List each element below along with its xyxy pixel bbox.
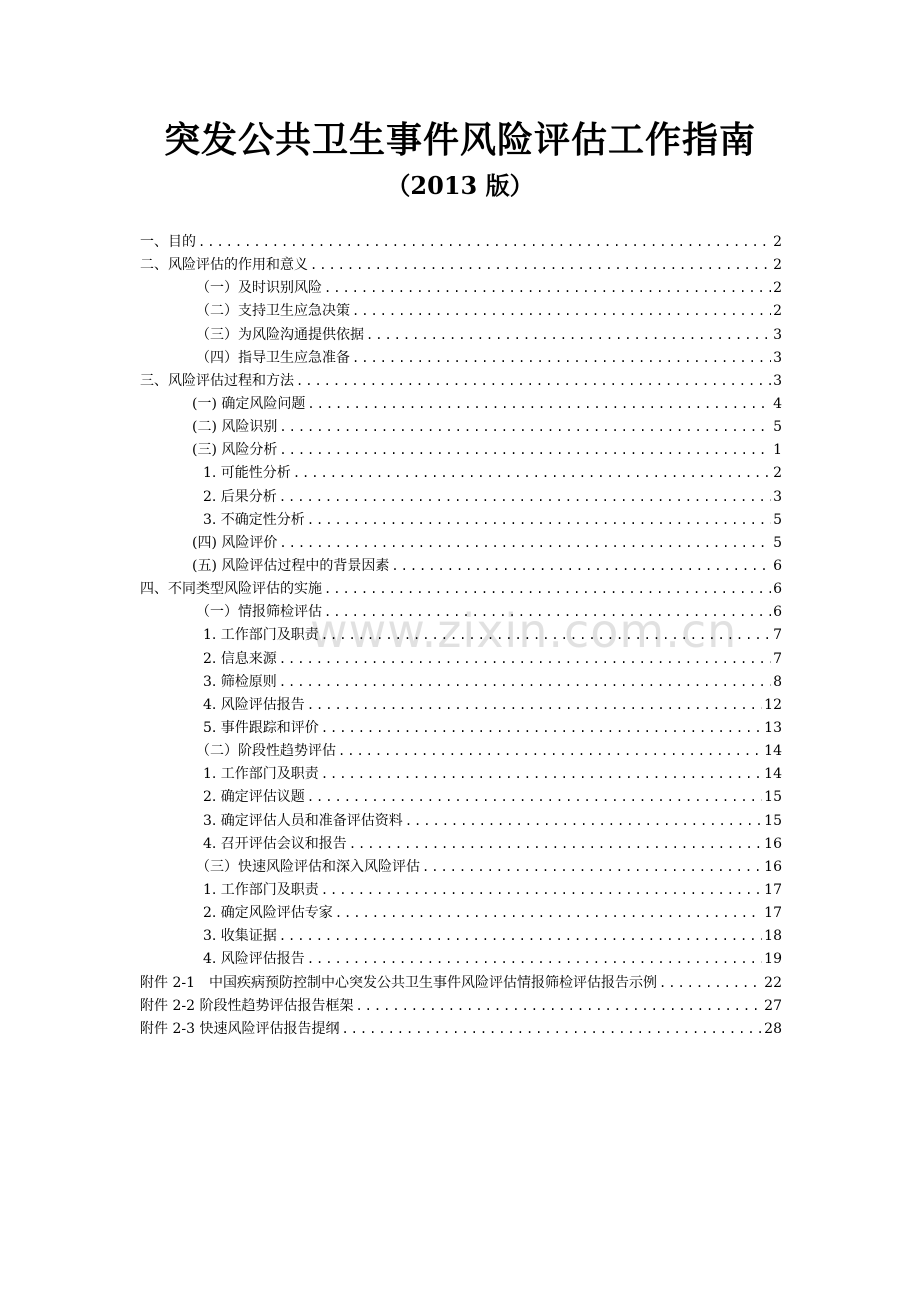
toc-entry-text: 4. 风险评估报告 [203, 696, 305, 713]
toc-entry[interactable] [140, 717, 782, 740]
toc-entry-text: (五) 风险评估过程中的背景因素 [192, 557, 390, 574]
toc-page-number: 6 [773, 581, 782, 598]
toc-entry[interactable] [140, 786, 782, 809]
toc-page-number: 15 [764, 789, 782, 806]
toc-entry-text: （二）支持卫生应急决策 [196, 303, 350, 320]
toc-page-number: 7 [773, 650, 782, 667]
toc-dot-leader [341, 1018, 762, 1041]
toc-entry[interactable] [140, 486, 782, 509]
toc-entry-text: 4. 风险评估报告 [203, 951, 305, 968]
toc-entry-text: 四、不同类型风险评估的实施 [140, 581, 322, 598]
toc-dot-leader [349, 833, 762, 856]
table-of-contents [140, 231, 782, 1041]
toc-entry-text: 3. 确定评估人员和准备评估资料 [203, 812, 403, 829]
toc-page-number: 1 [773, 442, 782, 459]
toc-dot-leader [324, 601, 771, 624]
toc-page-number: 3 [773, 326, 782, 343]
toc-entry-text: 附件 2-1 中国疾病预防控制中心突发公共卫生事件风险评估情报筛检评估报告示例 [140, 974, 657, 991]
toc-dot-leader [324, 277, 771, 300]
toc-entry-text: (四) 风险评价 [192, 534, 278, 551]
toc-page-number: 5 [773, 511, 782, 528]
toc-dot-leader [338, 740, 762, 763]
toc-entry-text: （四）指导卫生应急准备 [196, 349, 350, 366]
toc-page-number: 3 [773, 349, 782, 366]
toc-page-number: 3 [773, 372, 782, 389]
toc-dot-leader [307, 509, 771, 532]
toc-dot-leader [422, 856, 762, 879]
toc-page-number: 12 [764, 696, 782, 713]
toc-entry[interactable] [140, 578, 782, 601]
toc-entry[interactable] [140, 300, 782, 323]
toc-entry-text: 2. 确定评估议题 [203, 789, 305, 806]
toc-dot-leader [321, 879, 762, 902]
toc-entry[interactable] [140, 763, 782, 786]
toc-entry[interactable] [140, 810, 782, 833]
toc-dot-leader [279, 416, 771, 439]
watermark: www.zixin.com.cn [310, 604, 738, 658]
toc-entry[interactable] [140, 509, 782, 532]
toc-entry-text: 二、风险评估的作用和意义 [140, 257, 308, 274]
toc-page-number: 14 [764, 743, 782, 760]
toc-entry-text: 2. 后果分析 [203, 488, 277, 505]
toc-page-number: 19 [764, 951, 782, 968]
toc-dot-leader [296, 370, 771, 393]
toc-entry[interactable] [140, 555, 782, 578]
toc-page-number: 13 [764, 719, 782, 736]
toc-entry[interactable] [140, 277, 782, 300]
toc-entry[interactable] [140, 439, 782, 462]
toc-dot-leader [352, 347, 771, 370]
toc-entry[interactable] [140, 671, 782, 694]
toc-dot-leader [307, 948, 762, 971]
toc-entry[interactable] [140, 393, 782, 416]
toc-dot-leader [355, 995, 762, 1018]
toc-page-number: 17 [764, 881, 782, 898]
toc-entry-text: 3. 不确定性分析 [203, 511, 305, 528]
toc-entry-text: （三）为风险沟通提供依据 [196, 326, 364, 343]
toc-page-number: 17 [764, 905, 782, 922]
toc-entry[interactable] [140, 879, 782, 902]
toc-page-number: 7 [773, 627, 782, 644]
document-subtitle: （2013 版） [386, 171, 534, 200]
toc-page-number: 2 [773, 465, 782, 482]
toc-dot-leader [279, 439, 771, 462]
toc-page-number: 6 [773, 604, 782, 621]
toc-dot-leader [279, 671, 771, 694]
toc-entry-text: （一）及时识别风险 [196, 280, 322, 297]
toc-page-number: 2 [773, 303, 782, 320]
toc-dot-leader [279, 925, 762, 948]
toc-dot-leader [321, 717, 762, 740]
toc-entry[interactable] [140, 694, 782, 717]
toc-entry[interactable] [140, 416, 782, 439]
toc-entry-text: （一）情报筛检评估 [196, 604, 322, 621]
toc-page-number: 2 [773, 257, 782, 274]
toc-entry[interactable] [140, 624, 782, 647]
toc-dot-leader [279, 532, 771, 555]
toc-page-number: 8 [773, 673, 782, 690]
toc-entry[interactable] [140, 370, 782, 393]
toc-entry[interactable] [140, 740, 782, 763]
toc-entry-text: 一、目的 [140, 234, 196, 250]
toc-page-number: 4 [773, 395, 782, 412]
toc-dot-leader [324, 578, 771, 601]
toc-dot-leader [307, 393, 771, 416]
toc-dot-leader [335, 902, 762, 925]
toc-page-number: 27 [764, 997, 782, 1014]
toc-entry[interactable] [140, 995, 782, 1018]
toc-entry-text: 三、风险评估过程和方法 [140, 372, 294, 389]
toc-entry[interactable] [140, 833, 782, 856]
toc-entry-text: 2. 信息来源 [203, 650, 277, 667]
toc-entry[interactable] [140, 856, 782, 879]
toc-entry-text: (二) 风险识别 [192, 419, 278, 436]
toc-page-number: 3 [773, 488, 782, 505]
toc-entry-text: 1. 可能性分析 [203, 465, 291, 482]
toc-dot-leader [321, 763, 762, 786]
toc-dot-leader [310, 254, 771, 277]
toc-entry[interactable] [140, 648, 782, 671]
toc-entry-text: (一) 确定风险问题 [192, 395, 306, 412]
toc-entry-text: 5. 事件跟踪和评价 [203, 719, 319, 736]
toc-page-number: 16 [764, 858, 782, 875]
toc-entry-text: 1. 工作部门及职责 [203, 881, 319, 898]
toc-dot-leader [659, 972, 762, 995]
toc-dot-leader [321, 624, 771, 647]
toc-entry-text: （二）阶段性趋势评估 [196, 743, 336, 760]
toc-entry[interactable] [140, 601, 782, 624]
toc-dot-leader [391, 555, 771, 578]
toc-entry-text: 3. 收集证据 [203, 928, 277, 945]
toc-dot-leader [307, 694, 762, 717]
toc-entry[interactable] [140, 948, 782, 971]
toc-dot-leader [279, 648, 771, 671]
toc-entry[interactable] [140, 532, 782, 555]
toc-page-number: 15 [764, 812, 782, 829]
toc-entry[interactable] [140, 231, 782, 254]
toc-dot-leader [293, 462, 771, 485]
toc-dot-leader [405, 810, 762, 833]
toc-entry[interactable] [140, 347, 782, 370]
toc-page-number: 2 [773, 280, 782, 297]
toc-page-number: 22 [764, 974, 782, 991]
toc-entry-text: 4. 召开评估会议和报告 [203, 835, 347, 852]
toc-page-number: 16 [764, 835, 782, 852]
toc-entry-text: 3. 筛检原则 [203, 673, 277, 690]
toc-entry-text: 1. 工作部门及职责 [203, 627, 319, 644]
toc-page-number: 18 [764, 928, 782, 945]
toc-dot-leader [307, 786, 762, 809]
toc-entry-text: （三）快速风险评估和深入风险评估 [196, 858, 420, 875]
toc-entry-text: (三) 风险分析 [192, 442, 278, 459]
toc-page-number: 28 [764, 1020, 782, 1037]
toc-entry-text: 1. 工作部门及职责 [203, 766, 319, 783]
toc-dot-leader [366, 324, 771, 347]
toc-entry-text: 2. 确定风险评估专家 [203, 905, 333, 922]
toc-dot-leader [352, 300, 771, 323]
toc-entry-text: 附件 2-2 阶段性趋势评估报告框架 [140, 997, 354, 1014]
toc-entry[interactable] [140, 1018, 782, 1041]
toc-page-number: 5 [773, 534, 782, 551]
toc-page-number: 2 [773, 234, 782, 250]
toc-entry[interactable] [140, 254, 782, 277]
toc-entry[interactable] [140, 902, 782, 925]
toc-entry-text: 附件 2-3 快速风险评估报告提纲 [140, 1020, 340, 1037]
toc-entry[interactable] [140, 462, 782, 485]
toc-page-number: 6 [773, 557, 782, 574]
toc-entry[interactable] [140, 972, 782, 995]
toc-entry[interactable] [140, 324, 782, 347]
toc-page-number: 14 [764, 766, 782, 783]
document-title: 突发公共卫生事件风险评估工作指南 [163, 119, 756, 161]
toc-page-number: 5 [773, 419, 782, 436]
toc-dot-leader [279, 486, 771, 509]
toc-dot-leader [198, 231, 771, 254]
toc-entry[interactable] [140, 925, 782, 948]
